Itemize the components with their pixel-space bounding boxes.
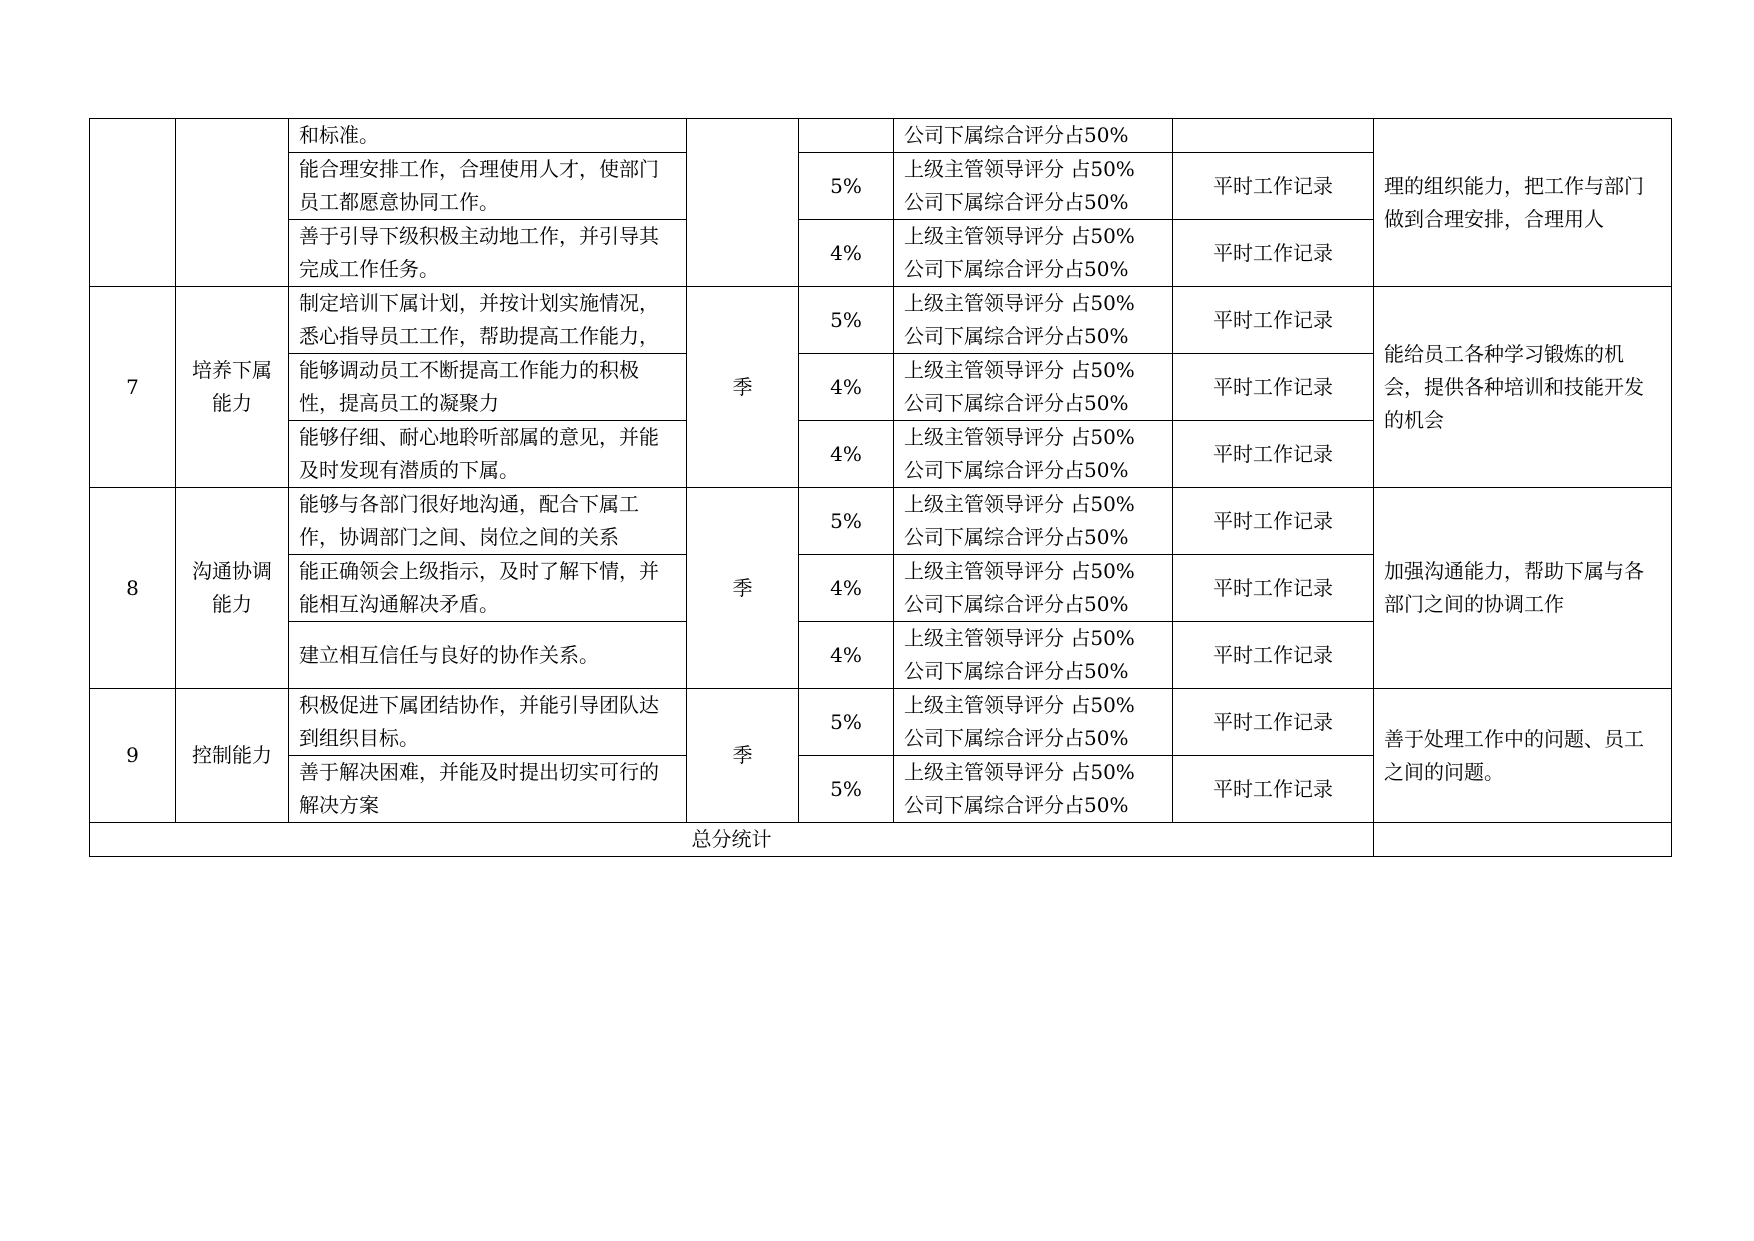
weight-cell: 4% — [799, 354, 894, 421]
method-line: 上级主管领导评分 占50% — [904, 492, 1135, 516]
method-line: 上级主管领导评分 占50% — [904, 157, 1135, 181]
standard-cell: 善于引导下级积极主动地工作，并引导其完成工作任务。 — [289, 220, 687, 287]
basis-cell: 平时工作记录 — [1173, 689, 1374, 756]
no-cell: 7 — [90, 287, 176, 488]
method-line: 公司下属综合评分占50% — [904, 726, 1129, 750]
standard-cell: 能够调动员工不断提高工作能力的积极性，提高员工的凝聚力 — [289, 354, 687, 421]
standard-cell: 能够仔细、耐心地聆听部属的意见，并能及时发现有潜质的下属。 — [289, 421, 687, 488]
method-line: 上级主管领导评分 占50% — [904, 224, 1135, 248]
remark-cell: 能给员工各种学习锻炼的机会，提供各种培训和技能开发的机会 — [1374, 287, 1672, 488]
method-cell — [894, 153, 1173, 220]
cycle-cell: 季 — [687, 689, 799, 823]
method-cell — [894, 421, 1173, 488]
basis-cell: 平时工作记录 — [1173, 756, 1374, 823]
basis-cell: 平时工作记录 — [1173, 354, 1374, 421]
method-line: 上级主管领导评分 占50% — [904, 626, 1135, 650]
basis-cell: 平时工作记录 — [1173, 287, 1374, 354]
method-line: 公司下属综合评分占50% — [904, 190, 1129, 214]
no-cell: 8 — [90, 488, 176, 689]
total-value — [1374, 823, 1672, 857]
no-cell — [90, 119, 176, 287]
weight-cell: 5% — [799, 756, 894, 823]
basis-cell: 平时工作记录 — [1173, 488, 1374, 555]
weight-cell: 4% — [799, 220, 894, 287]
basis-cell: 平时工作记录 — [1173, 555, 1374, 622]
standard-cell: 积极促进下属团结协作，并能引导团队达到组织目标。 — [289, 689, 687, 756]
cycle-cell: 季 — [687, 488, 799, 689]
evaluation-table — [89, 118, 1672, 857]
weight-cell: 5% — [799, 153, 894, 220]
method-line: 上级主管领导评分 占50% — [904, 425, 1135, 449]
remark-cell: 善于处理工作中的问题、员工之间的问题。 — [1374, 689, 1672, 823]
standard-cell: 能正确领会上级指示，及时了解下情，并能相互沟通解决矛盾。 — [289, 555, 687, 622]
cycle-cell — [687, 119, 799, 287]
weight-cell: 4% — [799, 421, 894, 488]
method-line: 公司下属综合评分占50% — [904, 659, 1129, 683]
item-cell: 控制能力 — [176, 689, 289, 823]
standard-cell: 能合理安排工作，合理使用人才，使部门员工都愿意协同工作。 — [289, 153, 687, 220]
weight-cell — [799, 119, 894, 153]
total-label: 总分统计 — [90, 823, 1374, 857]
weight-cell: 5% — [799, 689, 894, 756]
standard-cell: 能够与各部门很好地沟通，配合下属工作，协调部门之间、岗位之间的关系 — [289, 488, 687, 555]
weight-cell: 4% — [799, 622, 894, 689]
remark-cell: 加强沟通能力，帮助下属与各部门之间的协调工作 — [1374, 488, 1672, 689]
weight-cell: 5% — [799, 287, 894, 354]
method-line: 公司下属综合评分占50% — [904, 458, 1129, 482]
basis-cell — [1173, 119, 1374, 153]
method-cell — [894, 220, 1173, 287]
table-row — [90, 287, 1672, 354]
method-line: 上级主管领导评分 占50% — [904, 358, 1135, 382]
method-line: 公司下属综合评分占50% — [904, 391, 1129, 415]
method-line: 公司下属综合评分占50% — [904, 123, 1129, 147]
method-cell — [894, 287, 1173, 354]
weight-cell: 5% — [799, 488, 894, 555]
item-cell — [176, 119, 289, 287]
method-line: 上级主管领导评分 占50% — [904, 291, 1135, 315]
method-line: 公司下属综合评分占50% — [904, 525, 1129, 549]
method-line: 上级主管领导评分 占50% — [904, 760, 1135, 784]
basis-cell: 平时工作记录 — [1173, 622, 1374, 689]
method-cell — [894, 756, 1173, 823]
standard-cell: 建立相互信任与良好的协作关系。 — [289, 622, 687, 689]
method-line: 公司下属综合评分占50% — [904, 324, 1129, 348]
method-cell — [894, 119, 1173, 153]
method-cell — [894, 622, 1173, 689]
table-row — [90, 689, 1672, 756]
method-cell — [894, 555, 1173, 622]
basis-cell: 平时工作记录 — [1173, 421, 1374, 488]
item-cell: 沟通协调能力 — [176, 488, 289, 689]
table-row — [90, 488, 1672, 555]
method-line: 公司下属综合评分占50% — [904, 257, 1129, 281]
cycle-cell: 季 — [687, 287, 799, 488]
basis-cell: 平时工作记录 — [1173, 153, 1374, 220]
item-cell: 培养下属能力 — [176, 287, 289, 488]
no-cell: 9 — [90, 689, 176, 823]
standard-cell: 制定培训下属计划，并按计划实施情况，悉心指导员工工作，帮助提高工作能力， — [289, 287, 687, 354]
table-row — [90, 119, 1672, 153]
method-line: 上级主管领导评分 占50% — [904, 559, 1135, 583]
total-row — [90, 823, 1672, 857]
method-cell — [894, 689, 1173, 756]
method-line: 上级主管领导评分 占50% — [904, 693, 1135, 717]
standard-cell: 善于解决困难，并能及时提出切实可行的解决方案 — [289, 756, 687, 823]
method-cell — [894, 354, 1173, 421]
remark-cell: 理的组织能力，把工作与部门做到合理安排，合理用人 — [1374, 119, 1672, 287]
standard-cell: 和标准。 — [289, 119, 687, 153]
method-line: 公司下属综合评分占50% — [904, 793, 1129, 817]
method-line: 公司下属综合评分占50% — [904, 592, 1129, 616]
method-cell — [894, 488, 1173, 555]
basis-cell: 平时工作记录 — [1173, 220, 1374, 287]
weight-cell: 4% — [799, 555, 894, 622]
